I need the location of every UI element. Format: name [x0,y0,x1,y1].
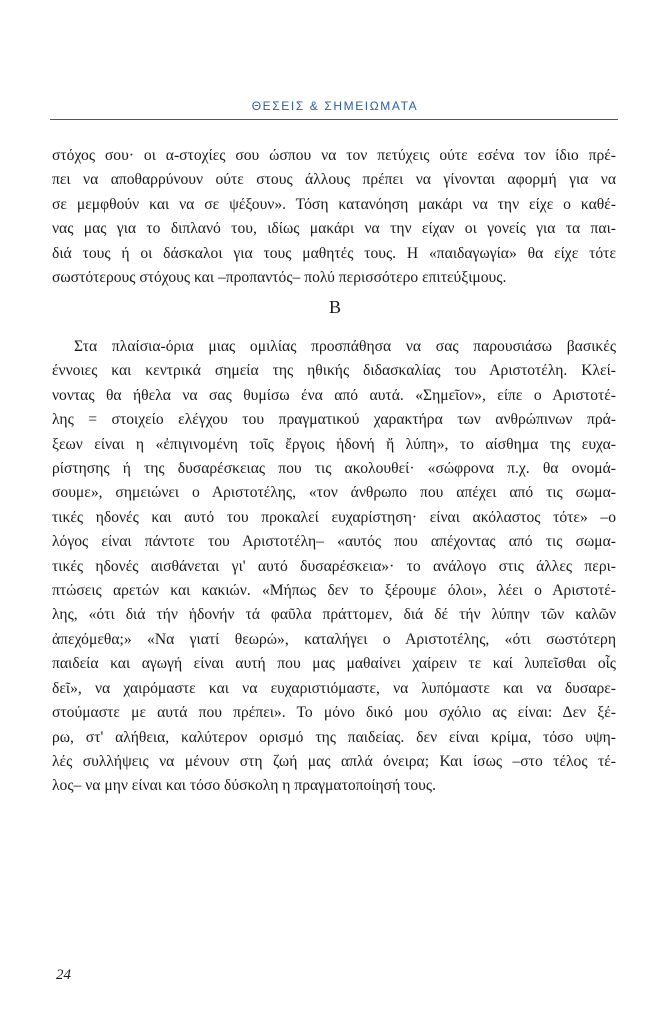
text-line: ἀπεχόμεθα;» «Να γιατί θεωρώ», καταλήγει ο Αριστοτέλης, «ότι σωστότερη [52,630,616,648]
page-number: 24 [56,967,71,983]
paragraph-section-b [52,335,616,799]
section-heading: Β [328,297,341,317]
text-line: δεῖ», να χαιρόμαστε και να ευχαριστιόμαστε, να λυπόμαστε και να δυσαρε- [52,679,616,697]
text-line: νοντας θα ήθελα να σας θυμίσω ένα από αυτά. «Σημεῖον», είπε ο Αριστοτέ- [52,386,616,404]
text-line: ρω, στ' αλήθεια, καλύτερον ορισμό της παιδείας. δεν είναι κρίμα, τόσο υψη- [52,728,616,746]
text-line: λές συλλήψεις να μένουν στη ζωή μας απλά όνειρα; Και ίσως –στο τέλος τέ- [52,752,616,770]
text-line: στόχος σου· οι α-στοχίες σου ώσπου να τον πετύχεις ούτε εσένα τον ίδιο πρέ- [52,147,616,164]
text-line: σουμε», σημειώνει ο Αριστοτέλης, «τον άνθρωπο που απέχει από τις σωμα- [52,484,616,502]
text-line: στούμαστε με αυτά που πρέπει». Το μόνο δικό μου σχόλιο ας είναι: Δεν ξέ- [52,704,616,722]
text-line: ξεων είναι η «ἐπιγινομένη τοῖς ἔργοις ἡδονή ἤ λύπη», το αίσθημα της ευχα- [52,435,616,453]
text-line: τικές ηδονές αισθάνεται γι' αυτό δυσαρέσκεια»· το ανάλογο στις άλλες περι- [52,557,616,575]
paragraph-continuation [52,144,616,290]
text-line: λης, «ότι διά τήν ἡδονήν τά φαῦλα πράττομεν, διά δέ τήν λύπην τῶν καλῶν [52,606,616,624]
text-line: παιδεία και αγωγή είναι αυτή που μας μαθαίνει χαίρειν τε καί λυπεῖσθαι οἷς [52,655,616,673]
text-line: σε μεμφθούν και να σε ψέξουν». Τόση κατανόηση μακάρι να την είχε ο καθέ- [52,195,616,213]
text-line: λης = στοιχείο ελέγχου του πραγματικού χαρακτήρα των ανθρώπινων πρά- [52,411,616,429]
text-line: σωστότερους στόχους και –προπαντός– πολύ περισσότερο επιτεύξιμους. [52,269,507,287]
text-line: λόγος είναι πάντοτε του Αριστοτέλη– «αυτός που απέχοντας από τις σωμα- [52,533,616,551]
text-line: τικές ηδονές και αυτό του προκαλεί ευχαρίστηση· είναι ακόλαστος τότε» –ο [52,508,616,526]
text-line: έννοιες και κεντρικά σημεία της ηθικής διδασκαλίας του Αριστοτέλη. Κλεί- [52,362,616,380]
text-line: ρίστησης ή της δυσαρέσκειας που τις ακολουθεί· «σώφρονα π.χ. θα ονομά- [52,460,616,478]
text-line: λος– να μην είναι και τόσο δύσκολη η πραγματοποίησή τους. [52,777,436,795]
text-line: Στα πλαίσια-όρια μιας ομιλίας προσπάθησα να σας παρουσιάσω βασικές [74,338,616,355]
text-line: πει να αποθαρρύνουν ούτε στους άλλους πρέπει να γίνονται αφορμή για να [52,171,616,189]
header-divider [50,119,618,120]
running-header: ΘΕΣΕΙΣ & ΣΗΜΕΙΩΜΑΤΑ [251,99,419,113]
text-line: νας μας για το διπλανό του, ιδίως μακάρι να την είχαν οι γονείς για τα παι- [52,220,616,238]
text-line: διά τους ή οι δάσκαλοι για τους μαθητές τους. Η «παιδαγωγία» θα είχε τότε [52,244,616,262]
text-line: πτώσεις αρετών και κακιών. «Μήπως δεν το ξέρουμε όλοι», λέει ο Αριστοτέ- [52,582,616,600]
